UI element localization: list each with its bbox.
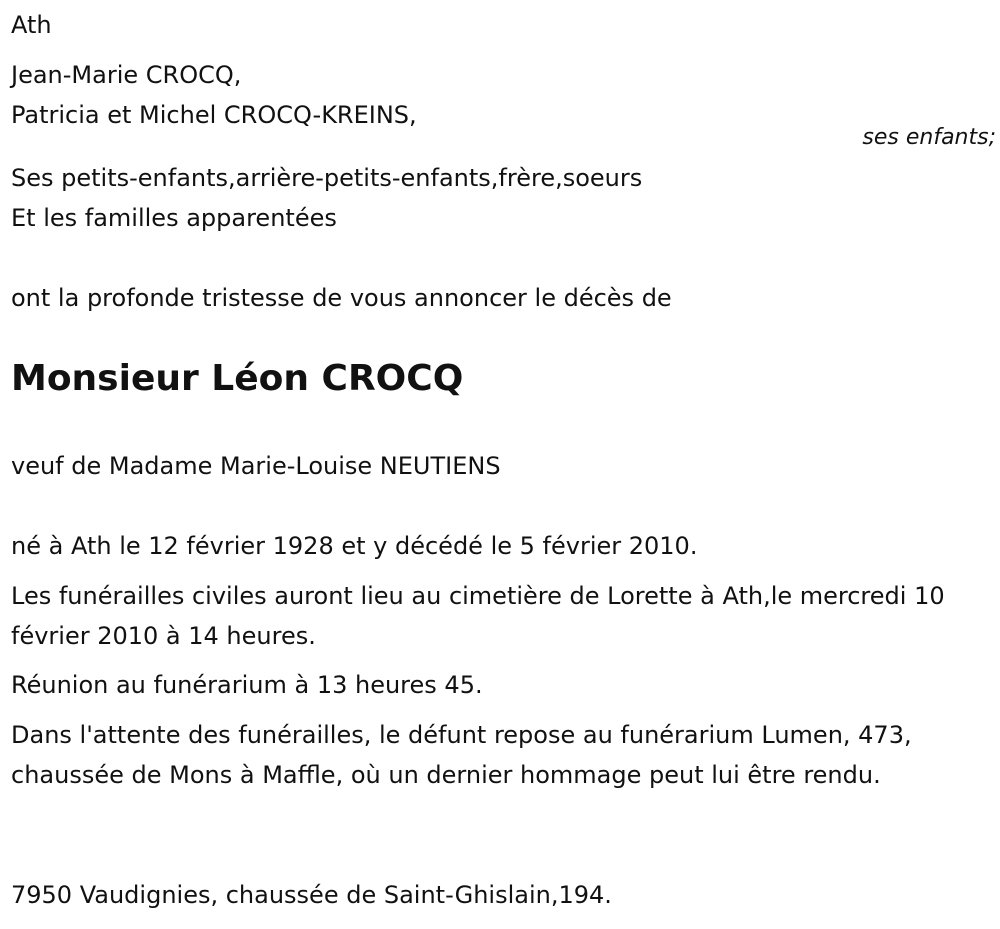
announcement-intro: ont la profonde tristesse de vous annoncer le décès de [11, 284, 672, 312]
child-name-2: Patricia et Michel CROCQ-KREINS, [11, 101, 417, 129]
location-header: Ath [11, 11, 52, 39]
obituary-document [11, 0, 996, 929]
spouse-line: veuf de Madame Marie-Louise NEUTIENS [11, 452, 501, 480]
repose-details: Dans l'attente des funérailles, le défunt repose au funérarium Lumen, 473, chaussée de Mons à Maffle, où un dernier hommage peut lui être rendu. [11, 721, 912, 789]
children-role-label: ses enfants; [862, 125, 996, 150]
child-name-1: Jean-Marie CROCQ, [11, 61, 242, 89]
birth-death-line: né à Ath le 12 février 1928 et y décédé le 5 février 2010. [11, 532, 698, 560]
meeting-details: Réunion au funérarium à 13 heures 45. [11, 671, 483, 699]
funeral-details: Les funérailles civiles auront lieu au cimetière de Lorette à Ath,le mercredi 10 février 2010 à 14 heures. [11, 582, 945, 650]
relatives-line-1: Ses petits-enfants,arrière-petits-enfants,frère,soeurs [11, 164, 643, 192]
contact-address: 7950 Vaudignies, chaussée de Saint-Ghislain,194. [11, 881, 612, 909]
deceased-name: Monsieur Léon CROCQ [11, 358, 464, 399]
relatives-line-2: Et les familles apparentées [11, 204, 337, 232]
